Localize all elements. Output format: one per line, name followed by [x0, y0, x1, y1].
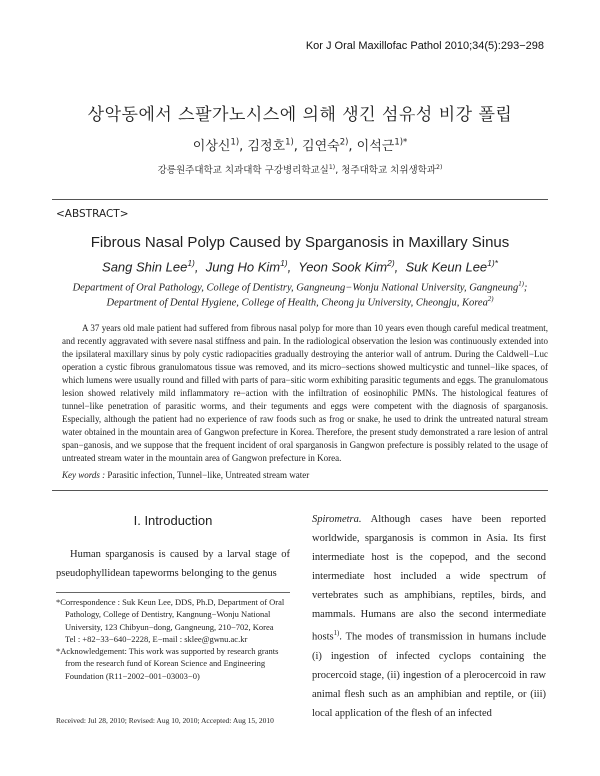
separator: ,	[194, 259, 206, 275]
keywords-label: Key words :	[62, 470, 106, 480]
english-author: Yeon Sook Kim	[298, 259, 388, 275]
introduction-right-paragraph	[312, 510, 546, 723]
korean-author-sup: 2)	[339, 136, 349, 147]
affiliation-2-text: Department of Dental Hygiene, College of Health, Cheong ju University, Cheongju, Korea	[106, 297, 488, 309]
right-paragraph-text-2: . The modes of transmission in humans include (i) ingestion of infected cyclops containing the procercoid stage, (ii) ingestion of a plerocercoid in raw animal flesh such as an amphibian and reptile, or (iii) local application of the flesh of an infected	[312, 631, 546, 719]
korean-affiliation: 강릉원주대학교 치과대학 구강병리학교실	[157, 165, 329, 176]
abstract-top-rule	[52, 199, 548, 200]
abstract-body: A 37 years old male patient had suffered from fibrous nasal polyp for more than 10 years even though careful medical treatment, and recently aggravated with severe nasal stiffness and pain. In the radiological observation the lesion was continuously extended into the ipsilateral maxillary sinus by poly cystic radiopacities gradually destroying the anterior wall of antrum. During the Caldwell−Luc operation a cystic fibrous granulomatous tissue was removed, and its micro−sections showed multicystic and tunnel−like spaces, of which lumens were usually round and filled with parts of para−sitic worm exhibiting parasitic teguments and eggs. The granulomatous lesion showed relatively mild inflammatory re−action with the infiltration of eosinophilic PMNs. The histological features of tunnel−like penetration of parasitic worms, and their teguments and eggs were competent with the diagnosis of sparganosis. Especially, although the patient had no experience of raw foods such as frog or snake, he used to drink the untreated natural stream water obtained in the mountain area of Gangwon prefecture in Korea. Therefore, the present study demonstrated a rare lesion of antral span−ganosis, and we suppose that the frequent incident of oral sparganosis in Gangwon prefecture is possibly related to the usage of untreated stream water in the mountain area of Gangwon prefecture in Korea.	[62, 323, 548, 463]
korean-author: 이상신	[192, 139, 231, 154]
korean-affiliation-sup: 2)	[436, 163, 443, 171]
received-dates: Received: Jul 28, 2010; Revised: Aug 10, 2010; Accepted: Aug 15, 2010	[56, 716, 274, 725]
footnote-rule	[56, 592, 290, 593]
korean-author-sup: 1)*	[394, 136, 408, 147]
right-paragraph-text-1: Although cases have been reported worldwide, sparganosis is common in Asia. Its first intermediate host is the copepod, and the second intermediate host included a wide spectrum of vertebrates such as amphibians, reptiles, birds, and mammals. Humans are also the second intermediate hosts	[312, 514, 546, 643]
separator: ,	[335, 165, 342, 176]
separator: ,	[348, 139, 357, 154]
korean-affiliation: 청주대학교 치위생학과	[341, 165, 437, 176]
english-authors	[0, 258, 600, 274]
korean-author: 김정호	[247, 139, 286, 154]
korean-author: 이석근	[356, 139, 395, 154]
korean-title: 상악동에서 스팔가노시스에 의해 생긴 섬유성 비강 폴립	[87, 105, 513, 125]
english-title: Fibrous Nasal Polyp Caused by Sparganosis in Maxillary Sinus	[90, 234, 510, 251]
separator: ,	[293, 139, 303, 154]
keywords-values: Parasitic infection, Tunnel−like, Untreated stream water	[107, 470, 310, 480]
english-author-sup: 1)*	[487, 258, 498, 268]
reference-sup: 1)	[333, 630, 340, 637]
korean-author-sup: 1)	[285, 136, 294, 147]
footnotes	[56, 596, 290, 682]
korean-author-sup: 1)	[230, 136, 240, 147]
english-affiliation-1	[0, 281, 600, 294]
contact-footnote: Tel : +82−33−640−2228, E−mail : sklee@gwnu.ac.kr	[65, 633, 248, 644]
correspondence-footnote: *Correspondence : Suk Keun Lee, DDS, Ph.D, Department of Oral Pathology, College of Dentistry, Kangnung−Wonju National University, 123 Chibyun−dong, Gangneung, 210−702, Korea	[56, 597, 285, 632]
english-author: Sang Shin Lee	[102, 259, 188, 275]
journal-citation: Kor J Oral Maxillofac Pathol 2010;34(5):293−298	[305, 40, 544, 52]
separator: ,	[239, 139, 248, 154]
abstract-bottom-rule	[52, 490, 548, 491]
korean-affiliation-sup: 1)	[328, 163, 336, 171]
korean-author: 김연숙	[302, 139, 340, 154]
english-author-sup: 1)	[280, 258, 288, 268]
introduction-heading: I. Introduction	[133, 513, 213, 528]
affiliation-1-text: Department of Oral Pathology, College of Dentistry, Gangneung−Wonju National University, Gangneung	[72, 282, 519, 294]
acknowledgement-footnote: *Acknowledgement: This work was supported by research grants from the research fund of Korean Science and Engineering Foundation (R11−2002−001−03003−0)	[56, 646, 279, 681]
korean-authors	[0, 135, 600, 154]
separator: ,	[287, 259, 299, 275]
english-author-sup: 1)	[187, 258, 195, 268]
introduction-left-paragraph: Human sparganosis is caused by a larval stage of pseudophyllidean tapeworms belonging to the genus	[56, 549, 290, 579]
english-author: Jung Ho Kim	[205, 259, 281, 275]
keywords	[62, 470, 548, 480]
english-author: Suk Keun Lee	[405, 259, 488, 275]
separator: ,	[394, 259, 406, 275]
english-author-sup: 2)	[387, 258, 395, 268]
affiliation-1-sup: 1)	[518, 281, 524, 288]
english-affiliation-2	[0, 296, 600, 309]
affiliation-1-end: ;	[523, 282, 528, 294]
korean-affiliations	[0, 162, 600, 176]
abstract-label: <ABSTRACT>	[56, 208, 129, 220]
affiliation-2-sup: 2)	[487, 296, 494, 303]
genus-name: Spirometra.	[312, 514, 362, 525]
